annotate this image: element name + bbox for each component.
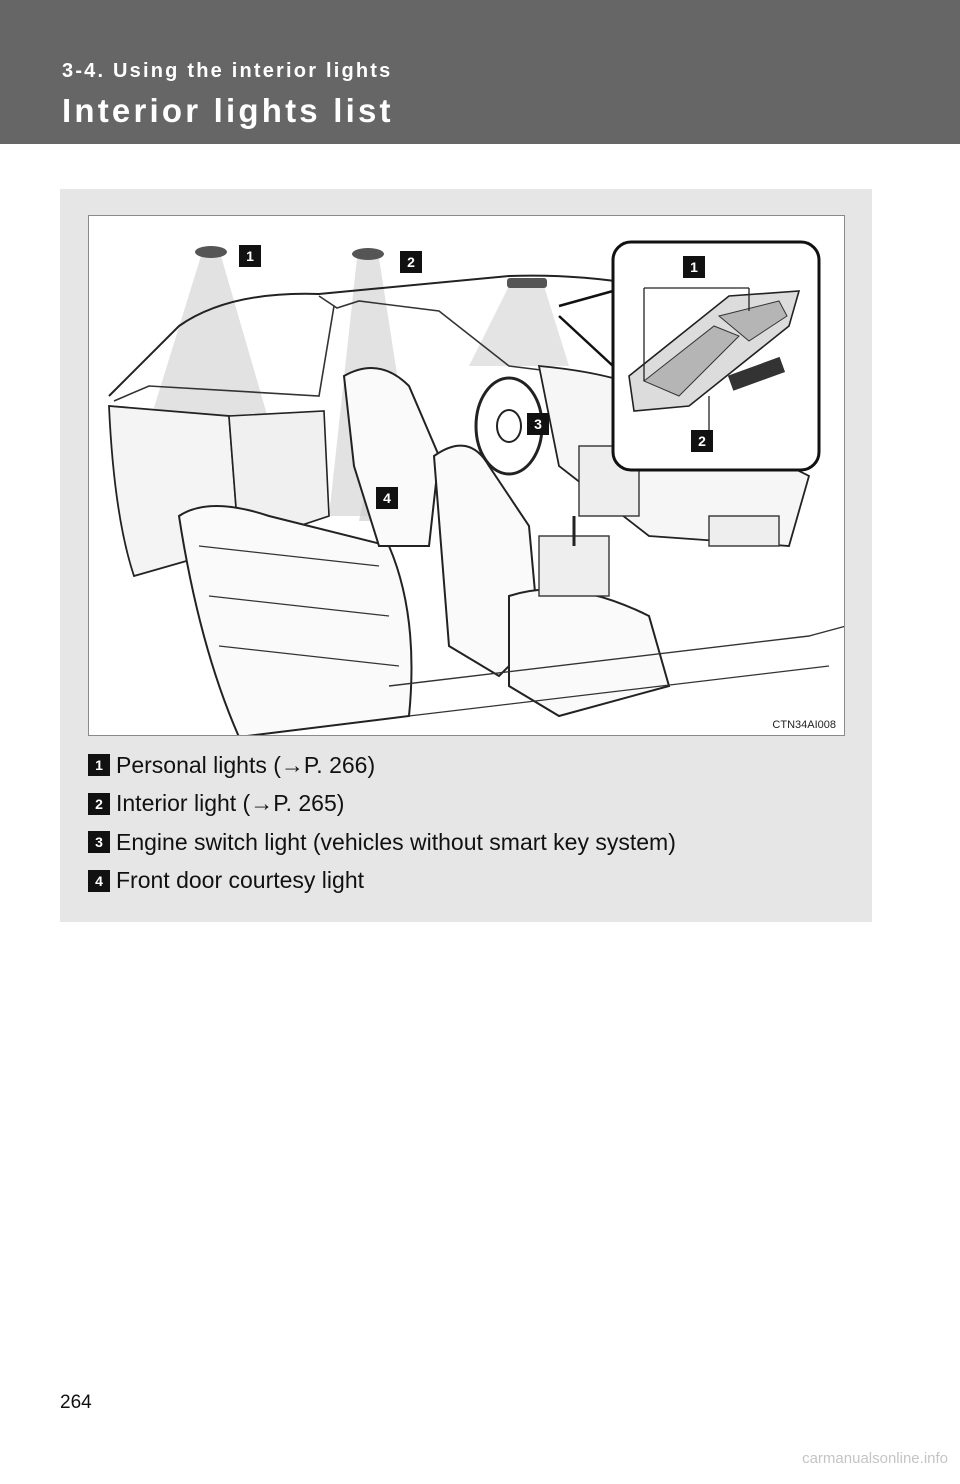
legend-text: Personal lights (→P. 266) (116, 751, 376, 778)
legend-item (88, 785, 848, 824)
legend-number: 3 (88, 831, 110, 853)
legend-item (88, 746, 848, 785)
page-title: Interior lights list (62, 92, 394, 129)
legend-text: Interior light (→P. 265) (116, 790, 345, 817)
figure-code: CTN34AI008 (772, 719, 836, 731)
page-number: 264 (60, 1392, 92, 1413)
legend-list (88, 746, 848, 900)
legend-item (88, 823, 848, 862)
legend-number: 4 (88, 870, 110, 892)
legend-text: Front door courtesy light (116, 867, 365, 894)
car-interior-illustration (88, 215, 845, 736)
callout-1: 1 (239, 245, 261, 267)
legend-text: Engine switch light (vehicles without smart key system) (116, 828, 676, 855)
section-header (0, 0, 960, 144)
inset-callout-2: 2 (691, 430, 713, 452)
callout-4: 4 (376, 487, 398, 509)
inset-callout-1: 1 (683, 256, 705, 278)
legend-number: 1 (88, 754, 110, 776)
car-interior-drawing (89, 216, 845, 736)
legend-item (88, 862, 848, 901)
callout-2: 2 (400, 251, 422, 273)
callout-3: 3 (527, 413, 549, 435)
watermark: carmanualsonline.info (802, 1450, 948, 1467)
section-label: 3-4. Using the interior lights (62, 60, 393, 82)
legend-number: 2 (88, 793, 110, 815)
